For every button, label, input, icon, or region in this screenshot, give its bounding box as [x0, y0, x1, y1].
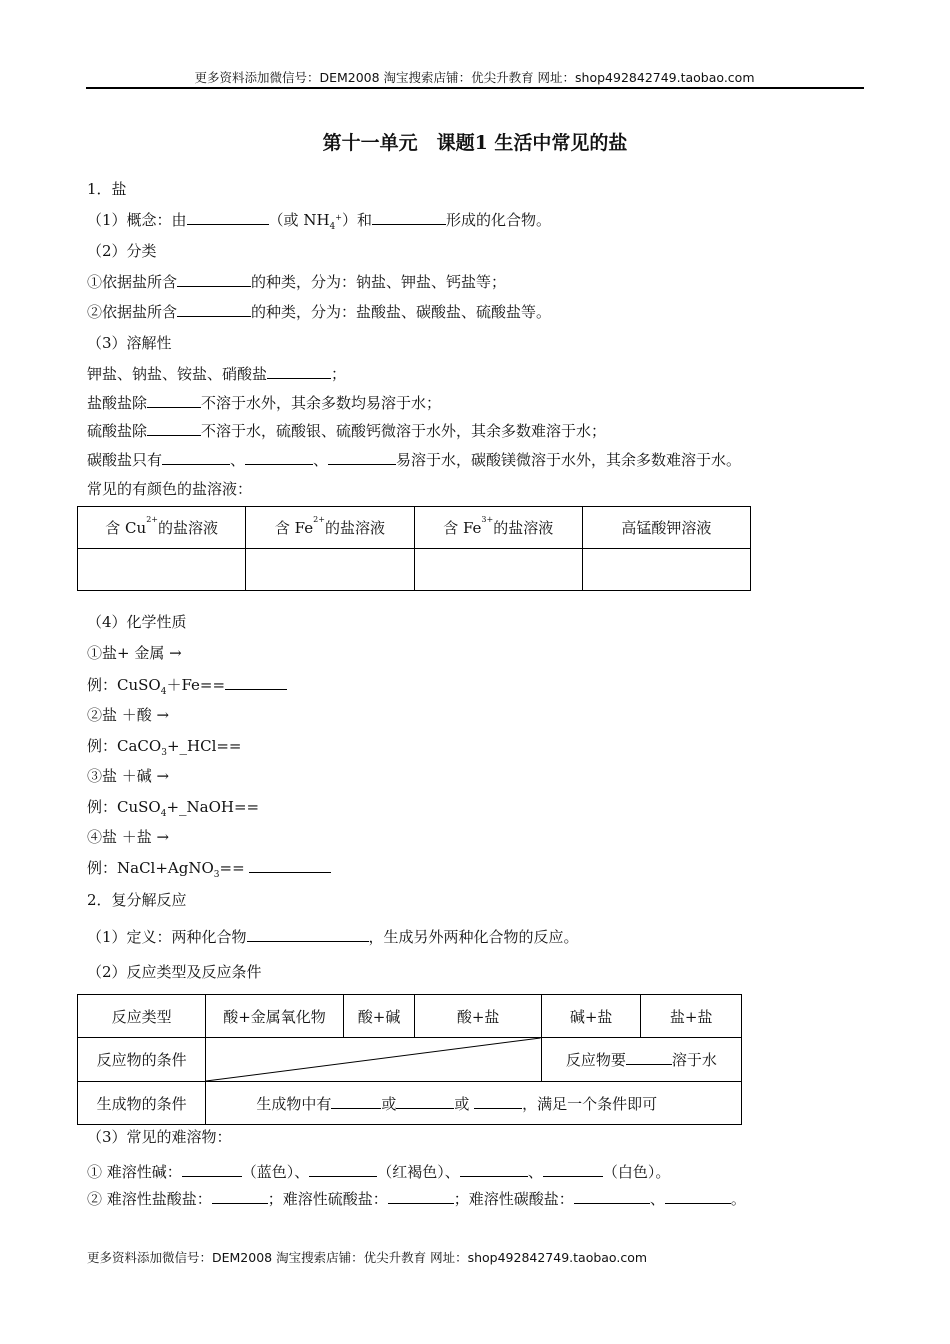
reaction-salt-metal: ①盐+ 金属 →	[87, 644, 182, 662]
page-footer: 更多资料添加微信号：DEM2008 淘宝搜索店铺：优尖升教育 网址：shop492842749.taobao.com	[87, 1250, 648, 1265]
color-header-fe3: 含 $Fe^{3+}$的盐溶液	[414, 507, 582, 549]
example-4: 例：NaCl+AgNO$_3$==	[87, 858, 331, 885]
reaction-salt-acid: ②盐 ＋酸 →	[87, 706, 170, 724]
blank	[147, 421, 201, 436]
solubility-line-3: 硫酸盐除 不溶于水，硫酸银、硫酸钙微溶于水外，其余多数难溶于水；	[87, 422, 607, 440]
blank	[267, 364, 331, 379]
blank	[247, 927, 369, 942]
section-2-heading: 2．复分解反应	[87, 891, 187, 909]
solubility-line-1: 钾盐、钠盐、铵盐、硝酸盐 ；	[87, 365, 347, 383]
solubility-heading: （3）溶解性	[87, 334, 172, 352]
color-intro: 常见的有颜色的盐溶液：	[87, 480, 253, 498]
solubility-line-2: 盐酸盐除 不溶于水外，其余多数均易溶于水；	[87, 394, 442, 412]
example-1: 例：CuSO$_4$＋Fe==	[87, 675, 287, 702]
blank	[249, 858, 331, 873]
color-cell	[246, 549, 414, 591]
reaction-types-heading: （2）反应类型及反应条件	[87, 963, 262, 981]
table-cell: 反应类型	[78, 995, 206, 1038]
blank	[396, 1094, 454, 1109]
example-3: 例：CuSO$_4$+_NaOH==	[87, 798, 260, 819]
blank	[460, 1162, 528, 1177]
reactant-condition-cell: 反应物要 溶于水	[541, 1038, 741, 1082]
blank	[574, 1189, 650, 1204]
diagonal-cell	[206, 1038, 541, 1082]
table-cell: 盐+盐	[641, 995, 742, 1038]
solubility-line-4: 碳酸盐只有 、 、 易溶于水，碳酸镁微溶于水外，其余多数难溶于水。	[87, 451, 742, 469]
table-cell: 酸+盐	[415, 995, 541, 1038]
blank	[212, 1189, 268, 1204]
blank	[309, 1162, 377, 1177]
color-header-kmno4: 高锰酸钾溶液	[582, 507, 750, 549]
insoluble-salts-line: ② 难溶性盐酸盐： ；难溶性硫酸盐： ；难溶性碳酸盐： 、 。	[87, 1190, 746, 1208]
blank	[162, 450, 230, 465]
blank	[474, 1094, 522, 1109]
header-divider	[86, 87, 864, 89]
blank	[372, 210, 446, 225]
classify-line-1: ①依据盐所含 的种类，分为：钠盐、钾盐、钙盐等；	[87, 273, 507, 291]
section-1-heading: 1．盐	[87, 180, 127, 198]
blank	[177, 302, 251, 317]
classify-line-2: ②依据盐所含 的种类，分为：盐酸盐、碳酸盐、硫酸盐等。	[87, 303, 552, 321]
blank	[331, 1094, 381, 1109]
chem-props-heading: （4）化学性质	[87, 613, 187, 631]
table-cell: 酸+金属氧化物	[206, 995, 343, 1038]
product-condition-cell: 生成物中有 或 或 ，满足一个条件即可	[206, 1082, 742, 1125]
table-cell: 生成物的条件	[78, 1082, 206, 1125]
page-header: 更多资料添加微信号：DEM2008 淘宝搜索店铺：优尖升教育 网址：shop492842749.taobao.com	[194, 70, 755, 85]
concept-line: （1）概念：由 （或 $NH_4^+$）和 形成的化合物。	[87, 211, 551, 232]
reaction-salt-base: ③盐 ＋碱 →	[87, 767, 170, 785]
color-cell	[414, 549, 582, 591]
color-header-fe2: 含 $Fe^{2+}$的盐溶液	[246, 507, 414, 549]
table-cell: 酸+碱	[343, 995, 415, 1038]
blank	[543, 1162, 603, 1177]
color-cell	[582, 549, 750, 591]
insoluble-bases-line: ① 难溶性碱： （蓝色）、 （红褐色）、 、 （白色）。	[87, 1163, 671, 1181]
blank	[187, 210, 269, 225]
example-2: 例：CaCO$_3$+_HCl==	[87, 737, 242, 758]
color-table	[77, 506, 751, 591]
classify-heading: （2）分类	[87, 242, 157, 260]
blank	[225, 675, 287, 690]
page-title: 第十一单元 课题1 生活中常见的盐	[322, 132, 628, 154]
blank	[245, 450, 313, 465]
insoluble-heading: （3）常见的难溶物：	[87, 1128, 232, 1146]
table-cell: 碱+盐	[541, 995, 641, 1038]
blank	[328, 450, 396, 465]
blank	[388, 1189, 454, 1204]
color-cell	[78, 549, 246, 591]
color-header-cu2: 含 $Cu^{2+}$的盐溶液	[78, 507, 246, 549]
reaction-salt-salt: ④盐 ＋盐 →	[87, 828, 170, 846]
blank	[626, 1050, 672, 1065]
table-cell: 反应物的条件	[78, 1038, 206, 1082]
blank	[147, 393, 201, 408]
reaction-table	[77, 994, 742, 1125]
blank	[665, 1189, 731, 1204]
diagonal-line	[206, 1038, 540, 1081]
definition-line: （1）定义：两种化合物 ，生成另外两种化合物的反应。	[87, 928, 579, 946]
blank	[182, 1162, 242, 1177]
blank	[177, 272, 251, 287]
